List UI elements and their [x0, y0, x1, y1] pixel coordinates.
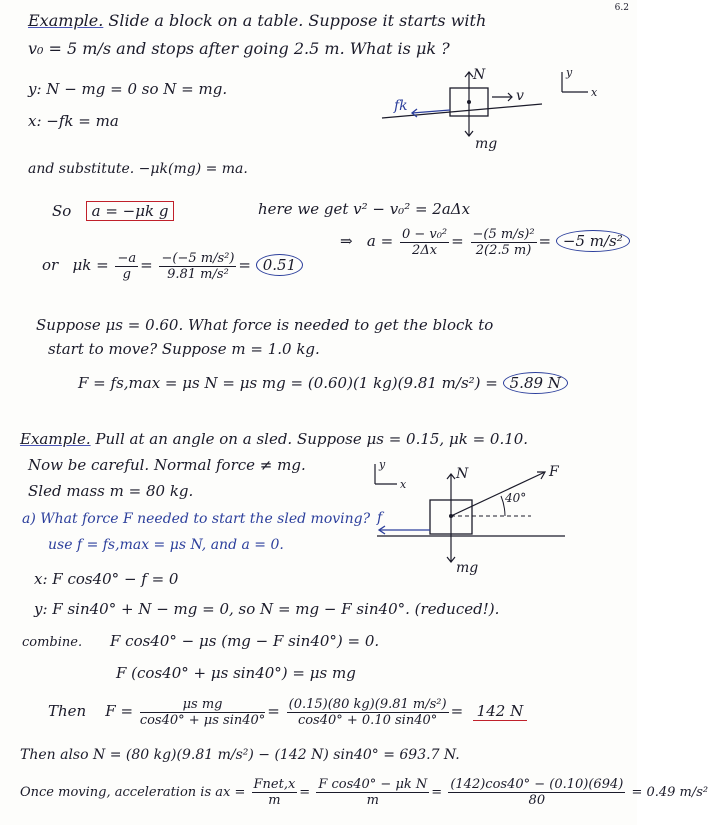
block-diagram [382, 66, 622, 156]
ex1-a-lhs: a = [366, 232, 394, 250]
ex1-line1 [28, 12, 486, 30]
ex2-text1: Pull at an angle on a sled. Suppose μs = 0.15, μk = 0.10. [95, 430, 529, 448]
sled-pull-label: F [549, 464, 559, 480]
ex2-ax-frac2: $\frac{\text{F cos40° − μk N}}{m}$ [318, 777, 428, 808]
sled-diagram [355, 456, 565, 576]
ex2-line1 [20, 430, 528, 448]
block-velocity-label: v [516, 88, 524, 104]
ex2-combine-label: combine. [22, 635, 83, 650]
block-axis-y-label: y [566, 66, 573, 79]
ex2-text3: Sled mass m = 80 kg. [28, 482, 194, 500]
block-weight-label: mg [475, 136, 498, 152]
ex2-ax-lhs: ax = [215, 785, 246, 800]
ex1-text1: Slide a block on a table. Suppose it starts with [108, 11, 487, 30]
static-result: 5.89 N [503, 372, 568, 394]
ex2-combine2: F (cos40° + μs sin40°) = μs mg [116, 664, 356, 682]
sled-axis-x-label: x [400, 478, 407, 491]
ex2-then-lhs: F = [105, 702, 134, 720]
ex1-acceleration-line: ⇒ a = $\frac{\text{0 − v₀²}}{2\Delta x}$ = $\frac{\text{−(5 m/s)²}}{2(2.5 m)}$ = −5 m/s² [340, 226, 630, 258]
ex2-then-label: Then [48, 702, 87, 720]
ex1-so-label: So [52, 202, 72, 220]
sled-normal-label: N [456, 466, 469, 482]
ex1-mu-result: 0.51 [256, 254, 303, 276]
sled-friction-label: f [377, 510, 383, 526]
ex1-boxed-result: a = −μk g [86, 201, 175, 221]
ex2-combine1: F cos40° − μs (mg − F sin40°) = 0. [110, 632, 380, 650]
ex1-so-line [52, 202, 174, 220]
ex2-x-equation: x: F cos40° − f = 0 [34, 570, 179, 588]
ex2-then-line: Then F = $\frac{\text{μs mg}}{\text{cos40° + μs sin40°}}$ = $\frac{\text{(0.15)(80 kg)(9.81 m/s²)}}{\cos 40^\circ + 0.10 \sin 40^\circ}$ = 142 N [48, 694, 527, 728]
ex2-then-result: 142 N [473, 702, 528, 721]
sled-weight-label: mg [456, 560, 479, 576]
static-line3 [78, 374, 568, 392]
static-force-eq: F = fs,max = μs N = μs mg = (0.60)(1 kg)(9.81 m/s²) = [78, 374, 498, 392]
block-axis-x-label: x [591, 86, 598, 99]
ex2-text2: Now be careful. Normal force ≠ mg. [28, 456, 306, 474]
ex2-y-equation: y: F sin40° + N − mg = 0, so N = mg − F sin40°. (reduced!). [34, 600, 500, 618]
ex2-use-line: use f = fs,max = μs N, and a = 0. [48, 537, 284, 553]
ex2-normal-force: Then also N = (80 kg)(9.81 m/s²) − (142 N) sin40° = 693.7 N. [20, 747, 460, 763]
ex1-mu-line: or μk = $\frac{-a}{g}$ = $\frac{\text{−(−5 m/s²)}}{\text{9.81 m/s²}}$ = 0.51 [42, 250, 303, 282]
ex2-question: a) What force F needed to start the sled moving? [22, 511, 371, 527]
ex1-a-result: −5 m/s² [556, 230, 630, 252]
page-number: 6.2 [614, 3, 629, 13]
block-normal-label: N [473, 67, 486, 83]
ex1-heading: Example. [28, 11, 104, 30]
ex2-then-frac2: $\frac{\text{(0.15)(80 kg)(9.81 m/s²)}}{\cos 40^\circ + 0.10 \sin 40^\circ}$ [288, 696, 447, 728]
ex2-ax-frac3: $\frac{(142)\cos 40^\circ - (0.10)(694)}{80}$ [450, 777, 624, 808]
ex2-then-frac1: $\frac{\text{μs mg}}{\text{cos40° + μs sin40°}}$ [139, 696, 266, 728]
ex1-substitute: and substitute. −μk(mg) = ma. [28, 161, 248, 177]
ex2-ax-result: = 0.49 m/s² [631, 785, 708, 800]
ex1-mu-lhs: μk = [72, 256, 109, 274]
ex2-ax-frac1: $\frac{\text{Fnet,x}}{m}$ [253, 777, 296, 808]
ex1-arrow: ⇒ [340, 232, 353, 250]
ex1-y-equation: y: N − mg = 0 so N = mg. [28, 80, 228, 98]
ex2-moving-label: Once moving, acceleration is [20, 785, 212, 800]
ex1-x-equation: x: −fk = ma [28, 112, 119, 130]
ex1-kinematics: here we get v² − v₀² = 2aΔx [258, 200, 471, 218]
block-friction-label: fk [394, 98, 408, 114]
static-line2: start to move? Suppose m = 1.0 kg. [48, 340, 320, 358]
ex1-a-frac2: $\frac{\text{−(5 m/s)²}}{2(2.5 m)}$ [472, 226, 535, 258]
ex1-mu-frac2: $\frac{\text{−(−5 m/s²)}}{\text{9.81 m/s²}}$ [161, 250, 235, 282]
ex1-or: or [42, 256, 59, 274]
ex2-heading: Example. [20, 430, 91, 448]
ex2-accel-line: Once moving, acceleration is ax = $\frac{\text{Fnet,x}}{m}$ = $\frac{\text{F cos40° − μk N}}{m}$ = $\frac{(142)\cos 40^\circ - (0.10)(694)}{80}$ = 0.49 m/s² [20, 777, 708, 808]
ex1-text2: v₀ = 5 m/s and stops after going 2.5 m. What is μk ? [28, 39, 450, 58]
ex1-a-frac1: $\frac{\text{0 − v₀²}}{2\Delta x}$ [401, 226, 448, 258]
ex1-mu-frac1: $\frac{-a}{g}$ [117, 250, 137, 282]
static-line1: Suppose μs = 0.60. What force is needed to get the block to [36, 316, 494, 334]
sled-angle-label: 40° [505, 491, 527, 505]
sled-axis-y-label: y [379, 458, 386, 471]
